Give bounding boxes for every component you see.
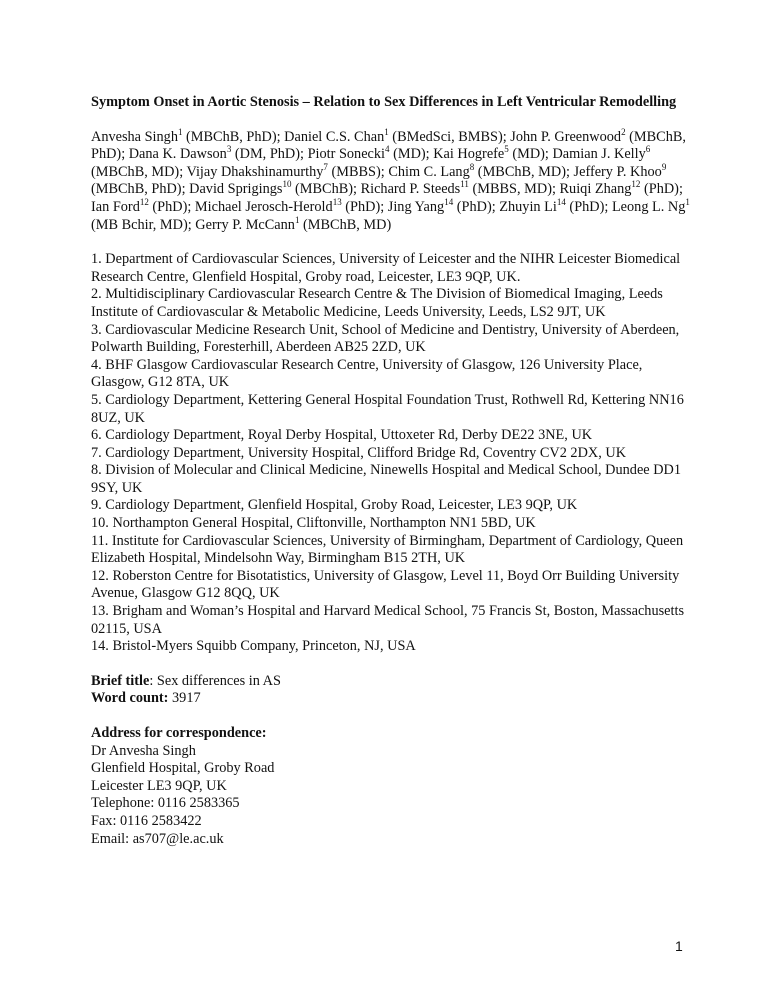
word-count-value: 3917	[168, 690, 201, 707]
author-name: Leong L. Ng	[611, 198, 686, 215]
author-name: Damian J. Kelly	[552, 146, 646, 163]
author-qualifications: (MBChB, PhD)	[91, 128, 686, 163]
affiliation-item: 5. Cardiology Department, Kettering General Hospital Foundation Trust, Rothwell Rd, Kettering NN16 8UZ, UK	[91, 391, 684, 426]
author-affiliation-marker: 9	[661, 161, 667, 172]
author-entry	[91, 196, 188, 215]
affiliation-item: 4. BHF Glasgow Cardiovascular Research Centre, University of Glasgow, 126 University Place, Glasgow, G12 8TA, UK	[91, 356, 643, 391]
author-qualifications: (MBBS, MD)	[468, 181, 552, 198]
author-affiliation-marker: 13	[332, 196, 342, 207]
author-entry	[284, 126, 503, 145]
author-name: Richard P. Steeds	[360, 181, 461, 198]
affiliation-item: 2. Multidisciplinary Cardiovascular Research Centre & The Division of Biomedical Imaging, Leeds Institute of Cardiovascular & Metabolic Medicine, Leeds University, Leeds, LS2 9JT, UK	[91, 286, 663, 320]
affiliation-item: 13. Brigham and Woman’s Hospital and Harvard Medical School, 75 Francis St, Boston, Massachusetts 02115, USA	[91, 603, 685, 637]
author-affiliation-marker: 4	[385, 144, 390, 155]
correspondence-line: Leicester LE3 9QP, UK	[91, 777, 227, 794]
paper-title: Symptom Onset in Aortic Stenosis – Relation to Sex Differences in Left Ventricular Remodelling	[91, 94, 677, 110]
author-entry	[388, 161, 566, 180]
affiliation-item: 8. Division of Molecular and Clinical Medicine, Ninewells Hospital and Medical School, Dundee DD1 9SY, UK	[91, 462, 682, 496]
affiliation-item: 12. Roberston Centre for Bisotatistics, University of Glasgow, Level 11, Boyd Orr Building University Avenue, Glasgow G12 8QQ, UK	[91, 567, 680, 602]
page-number: 1	[675, 938, 683, 954]
paper-meta	[91, 673, 691, 708]
author-qualifications: (MBChB, MD)	[474, 163, 566, 180]
author-entry	[433, 146, 545, 162]
author-affiliation-marker: 12	[631, 179, 641, 190]
author-affiliation-marker: 3	[226, 144, 232, 155]
author-entry	[91, 126, 277, 145]
brief-title-label: Brief title	[91, 672, 150, 689]
author-entry	[195, 214, 392, 233]
author-affiliation-marker: 1	[177, 126, 183, 137]
author-name: John P. Greenwood	[510, 128, 622, 145]
author-entry	[361, 181, 552, 197]
author-qualifications: (MBChB, MD)	[299, 216, 392, 233]
author-affiliation-marker: 7	[323, 161, 328, 172]
affiliation-item: 14. Bristol-Myers Squibb Company, Princeton, NJ, USA	[91, 638, 416, 655]
correspondence-line: Fax: 0116 2583422	[91, 812, 202, 829]
author-name: Zhuyin Li	[499, 198, 557, 215]
author-name: Ruiqi Zhang	[559, 181, 632, 198]
correspondence-email: Email: as707@le.ac.uk	[91, 830, 224, 847]
correspondence-line: Telephone: 0116 2583365	[91, 795, 240, 812]
author-qualifications: (MBChB, PhD)	[91, 181, 182, 198]
author-name: Daniel C.S. Chan	[284, 128, 385, 145]
author-name: Jeffery P. Khoo	[573, 163, 662, 180]
author-qualifications: (PhD)	[565, 198, 605, 215]
correspondence-line: Glenfield Hospital, Groby Road	[91, 760, 275, 777]
affiliation-item: 3. Cardiovascular Medicine Research Unit, School of Medicine and Dentistry, University of Aberdeen, Polwarth Building, Foresterhill, Aberdeen AB25 2ZD, UK	[91, 321, 680, 356]
correspondence-block	[91, 725, 691, 848]
author-affiliation-marker: 11	[460, 179, 469, 190]
affiliation-item: 10. Northampton General Hospital, Cliftonville, Northampton NN1 5BD, UK	[91, 515, 536, 532]
brief-title-value: : Sex differences in AS	[149, 672, 281, 689]
affiliation-item: 9. Cardiology Department, Glenfield Hospital, Groby Road, Leicester, LE3 9QP, UK	[91, 497, 578, 514]
author-name: Chim C. Lang	[388, 163, 470, 180]
author-name: Dana K. Dawson	[128, 146, 227, 163]
author-name: Anvesha Singh	[91, 128, 178, 145]
author-name: Piotr Sonecki	[307, 146, 386, 163]
author-qualifications: (MBChB, PhD)	[182, 128, 277, 145]
author-name: Michael Jerosch-Herold	[194, 198, 333, 215]
author-name: David Sprigings	[189, 181, 283, 198]
author-affiliation-marker: 8	[469, 161, 475, 172]
author-entry	[560, 181, 679, 197]
author-affiliation-marker: 2	[621, 126, 626, 137]
author-qualifications: (PhD)	[640, 181, 679, 198]
author-qualifications: (MBBS)	[327, 163, 381, 180]
author-name: Kai Hogrefe	[433, 146, 505, 163]
affiliation-item: 1. Department of Cardiovascular Sciences, University of Leicester and the NIHR Leicester Biomedical Research Centre, Glenfield Hospital, Groby road, Leicester, LE3 9QP, UK.	[91, 251, 681, 285]
author-affiliation-marker: 10	[282, 179, 292, 190]
author-name: Ian Ford	[91, 198, 140, 215]
author-entry	[308, 146, 426, 162]
author-qualifications: (BMedSci, BMBS)	[388, 128, 503, 145]
author-qualifications: (PhD)	[453, 198, 492, 215]
author-affiliation-marker: 5	[504, 144, 509, 155]
affiliation-list	[91, 251, 691, 656]
word-count-label: Word count:	[91, 690, 169, 707]
author-list: Anvesha Singh$^1$ (MBChB, PhD); Daniel C.S. Chan$^1$ (BMedSci, BMBS); John P. Greenwood$^2$ (MBChB, PhD); Dana K. Dawson$^3$ (DM, PhD); Piotr Sonecki$^4$ (MD); Kai Hogrefe$^5$ (MD); Damian J. Kelly$^6$ (MBChB, MD); Vijay Dhakshinamurthy$^7$ (MBBS); Chim C. Lang$^8$ (MBChB, MD); Jeffery P. Khoo$^9$ (MBChB, PhD); David Sprigings$^{10}$ (MBChB); Richard P. Steeds$^{11}$ (MBBS, MD); Ruiqi Zhang$^{12}$ (PhD); Ian Ford$^{12}$ (PhD); Michael Jerosch-Herold$^{13}$ (PhD); Jing Yang$^{14}$ (PhD); Zhuyin Li$^{14}$ (PhD); Leong L. Ng$^1$ (MB Bchir, MD); Gerry P. McCann$^1$ (MBChB, MD)	[91, 126, 690, 233]
author-affiliation-marker: 1	[384, 126, 389, 137]
author-qualifications: (PhD)	[148, 198, 188, 215]
author-entry	[499, 196, 605, 215]
author-affiliation-marker: 1	[685, 196, 690, 207]
author-affiliation-marker: 1	[294, 214, 300, 225]
correspondence-heading: Address for correspondence:	[91, 725, 267, 741]
author-qualifications: (MBChB)	[291, 181, 354, 198]
word-count-line	[91, 690, 691, 708]
author-qualifications: (DM, PhD)	[231, 146, 301, 163]
author-name: Gerry P. McCann	[195, 216, 295, 233]
author-qualifications: (MBChB, MD)	[91, 163, 180, 180]
author-entry	[194, 196, 381, 215]
affiliation-item: 6. Cardiology Department, Royal Derby Hospital, Uttoxeter Rd, Derby DE22 3NE, UK	[91, 427, 593, 444]
brief-title-line	[91, 673, 691, 691]
author-affiliation-marker: 6	[645, 144, 651, 155]
author-name: Vijay Dhakshinamurthy	[186, 163, 324, 180]
author-affiliation-marker: 14	[556, 196, 566, 207]
author-affiliation-marker: 14	[444, 196, 454, 207]
author-name: Jing Yang	[387, 198, 445, 215]
author-qualifications: (MD)	[508, 146, 545, 163]
author-qualifications: (PhD)	[341, 198, 381, 215]
page-content	[91, 94, 691, 848]
affiliation-item: 7. Cardiology Department, University Hospital, Clifford Bridge Rd, Coventry CV2 2DX, UK	[91, 444, 627, 461]
affiliation-item: 11. Institute for Cardiovascular Sciences, University of Birmingham, Department of Cardiology, Queen Elizabeth Hospital, Mindelsohn Way, Birmingham B15 2TH, UK	[91, 532, 684, 567]
author-entry	[189, 181, 353, 197]
author-entry	[186, 161, 381, 180]
author-entry	[129, 146, 300, 162]
author-affiliation-marker: 12	[139, 196, 149, 207]
author-entry	[387, 196, 492, 215]
author-qualifications: (MD)	[389, 146, 426, 163]
correspondence-line: Dr Anvesha Singh	[91, 742, 196, 759]
author-qualifications: (MB Bchir, MD)	[91, 216, 188, 233]
